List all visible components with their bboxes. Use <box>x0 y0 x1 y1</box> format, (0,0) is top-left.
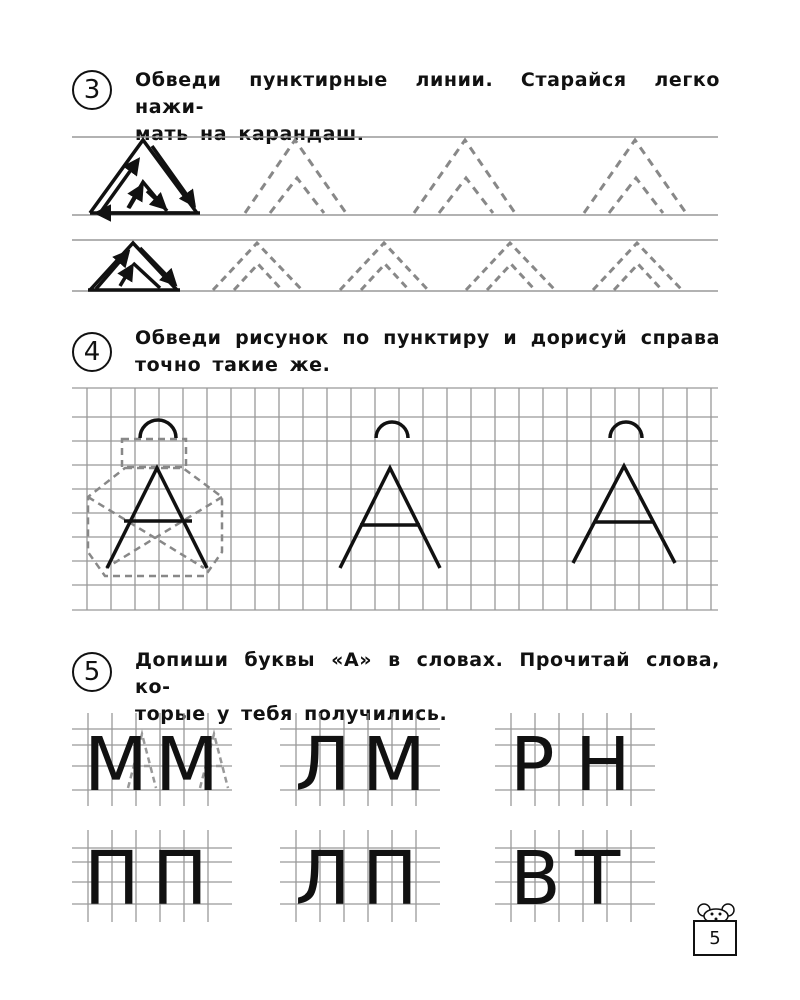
task-3-dashed-row-1 <box>245 140 686 213</box>
task-3-sample-large <box>90 140 200 213</box>
task-3-sample-small <box>88 243 180 290</box>
word-1-letter-1: М <box>84 722 148 808</box>
word-2-letter-2: М <box>362 722 426 808</box>
word-6-letter-2: Т <box>575 836 621 922</box>
task-5-line-2: торые у тебя получились. <box>135 703 448 725</box>
word-3-letter-2: Н <box>575 722 631 808</box>
word-6-letter-1: В <box>510 836 561 922</box>
task-4-number: 4 <box>72 332 112 372</box>
word-4-letter-2: П <box>152 836 208 922</box>
word-4-letter-1: П <box>84 836 140 922</box>
page-number: 5 <box>693 920 737 956</box>
word-3-letter-1: Р <box>510 722 555 808</box>
task-4-line-2: точно такие же. <box>135 354 331 376</box>
task-5-number: 5 <box>72 652 112 692</box>
task-4-copy-2 <box>573 422 675 563</box>
task-4-copy-1 <box>340 422 440 568</box>
word-1-letter-2: М <box>155 722 219 808</box>
task-4-line-1: Обведи рисунок по пунктиру и дорисуй справа <box>135 327 720 349</box>
word-2-letter-1: Л <box>295 722 351 808</box>
task-5-letters <box>84 722 631 922</box>
task-3-line-2: мать на карандаш. <box>135 123 365 145</box>
task-3-line-1: Обведи пунктирные линии. Старайся легко нажи- <box>135 69 720 118</box>
task-3-number: 3 <box>72 70 112 110</box>
word-5-letter-2: П <box>362 836 418 922</box>
task-3-dashed-row-2 <box>213 243 682 290</box>
word-5-letter-1: Л <box>295 836 351 922</box>
task-5-line-1: Допиши буквы «А» в словах. Прочитай слова, ко- <box>135 649 720 698</box>
